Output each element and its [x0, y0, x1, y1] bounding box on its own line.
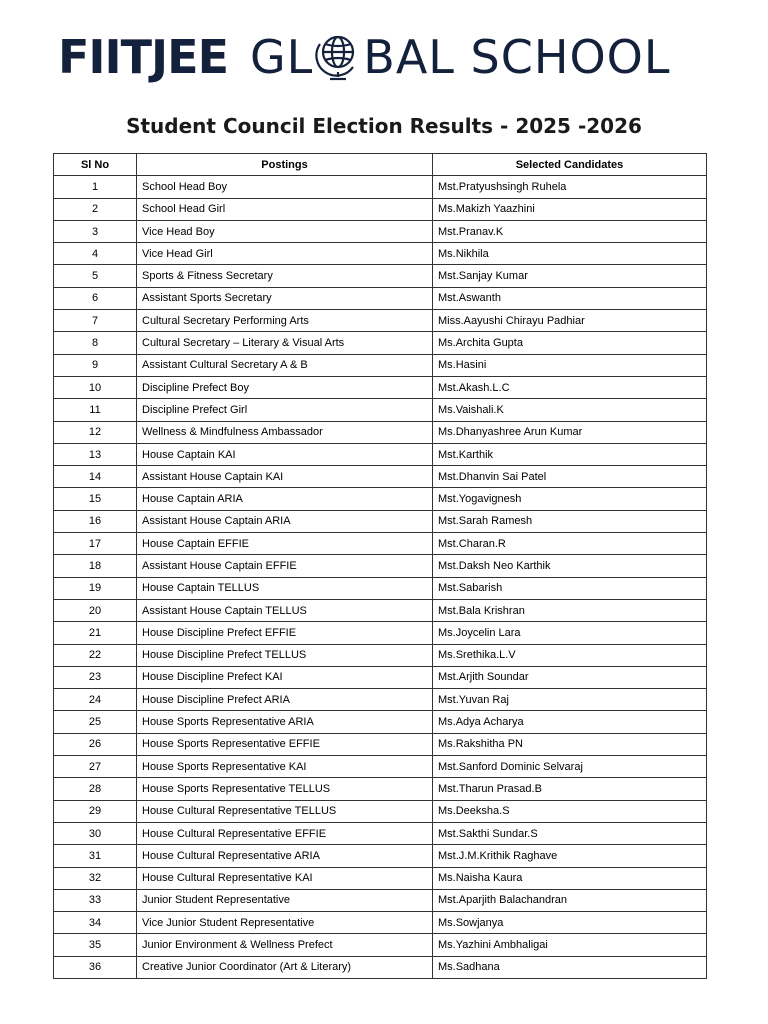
table-row — [54, 533, 707, 555]
sl-no-cell: 10 — [54, 376, 137, 398]
posting-cell: Discipline Prefect Boy — [137, 376, 433, 398]
table-row — [54, 421, 707, 443]
table-row — [54, 332, 707, 354]
posting-cell: House Cultural Representative TELLUS — [137, 800, 433, 822]
posting-cell: House Discipline Prefect KAI — [137, 666, 433, 688]
candidate-cell: Ms.Vaishali.K — [433, 399, 707, 421]
sl-no-cell: 25 — [54, 711, 137, 733]
sl-no-cell: 9 — [54, 354, 137, 376]
candidate-cell: Mst.Sakthi Sundar.S — [433, 822, 707, 844]
table-row — [54, 778, 707, 800]
candidate-cell: Ms.Nikhila — [433, 243, 707, 265]
sl-no-cell: 7 — [54, 310, 137, 332]
sl-no-cell: 12 — [54, 421, 137, 443]
candidate-cell: Ms.Joycelin Lara — [433, 622, 707, 644]
table-row — [54, 399, 707, 421]
candidate-cell: Mst.Sarah Ramesh — [433, 510, 707, 532]
posting-cell: Assistant House Captain ARIA — [137, 510, 433, 532]
posting-cell: Cultural Secretary Performing Arts — [137, 310, 433, 332]
posting-cell: Vice Junior Student Representative — [137, 912, 433, 934]
sl-no-cell: 30 — [54, 822, 137, 844]
header-postings: Postings — [137, 154, 433, 176]
table-row — [54, 577, 707, 599]
posting-cell: House Cultural Representative ARIA — [137, 845, 433, 867]
table-row — [54, 934, 707, 956]
school-logo — [58, 28, 671, 86]
posting-cell: House Captain ARIA — [137, 488, 433, 510]
sl-no-cell: 35 — [54, 934, 137, 956]
sl-no-cell: 31 — [54, 845, 137, 867]
sl-no-cell: 17 — [54, 533, 137, 555]
posting-cell: House Captain TELLUS — [137, 577, 433, 599]
candidate-cell: Mst.Pranav.K — [433, 220, 707, 242]
table-row — [54, 666, 707, 688]
candidate-cell: Mst.Dhanvin Sai Patel — [433, 466, 707, 488]
candidate-cell: Mst.Sanjay Kumar — [433, 265, 707, 287]
brand-text-part-2: BAL SCHOOL — [363, 30, 671, 84]
table-row — [54, 711, 707, 733]
results-table — [53, 153, 707, 979]
sl-no-cell: 20 — [54, 599, 137, 621]
sl-no-cell: 26 — [54, 733, 137, 755]
posting-cell: Assistant House Captain KAI — [137, 466, 433, 488]
table-row — [54, 220, 707, 242]
sl-no-cell: 4 — [54, 243, 137, 265]
posting-cell: Vice Head Boy — [137, 220, 433, 242]
table-row — [54, 466, 707, 488]
candidate-cell: Ms.Rakshitha PN — [433, 733, 707, 755]
candidate-cell: Mst.Karthik — [433, 443, 707, 465]
candidate-cell: Miss.Aayushi Chirayu Padhiar — [433, 310, 707, 332]
candidate-cell: Mst.Akash.L.C — [433, 376, 707, 398]
table-row — [54, 599, 707, 621]
candidate-cell: Ms.Srethika.L.V — [433, 644, 707, 666]
sl-no-cell: 3 — [54, 220, 137, 242]
sl-no-cell: 21 — [54, 622, 137, 644]
sl-no-cell: 24 — [54, 689, 137, 711]
table-row — [54, 733, 707, 755]
posting-cell: Cultural Secretary – Literary & Visual Arts — [137, 332, 433, 354]
table-row — [54, 756, 707, 778]
table-row — [54, 176, 707, 198]
posting-cell: Junior Environment & Wellness Prefect — [137, 934, 433, 956]
sl-no-cell: 6 — [54, 287, 137, 309]
candidate-cell: Ms.Archita Gupta — [433, 332, 707, 354]
sl-no-cell: 8 — [54, 332, 137, 354]
candidate-cell: Ms.Makizh Yaazhini — [433, 198, 707, 220]
posting-cell: House Sports Representative EFFIE — [137, 733, 433, 755]
candidate-cell: Mst.Sabarish — [433, 577, 707, 599]
posting-cell: Assistant Cultural Secretary A & B — [137, 354, 433, 376]
sl-no-cell: 2 — [54, 198, 137, 220]
candidate-cell: Ms.Sadhana — [433, 956, 707, 978]
posting-cell: Wellness & Mindfulness Ambassador — [137, 421, 433, 443]
candidate-cell: Mst.Sanford Dominic Selvaraj — [433, 756, 707, 778]
candidate-cell: Mst.Daksh Neo Karthik — [433, 555, 707, 577]
posting-cell: House Captain EFFIE — [137, 533, 433, 555]
header-sl-no: Sl No — [54, 154, 137, 176]
document-title: Student Council Election Results - 2025 -2026 — [126, 114, 642, 138]
sl-no-cell: 18 — [54, 555, 137, 577]
globe-icon — [315, 30, 361, 84]
posting-cell: House Discipline Prefect EFFIE — [137, 622, 433, 644]
sl-no-cell: 15 — [54, 488, 137, 510]
posting-cell: House Captain KAI — [137, 443, 433, 465]
candidate-cell: Ms.Hasini — [433, 354, 707, 376]
table-row — [54, 310, 707, 332]
header-selected-candidates: Selected Candidates — [433, 154, 707, 176]
table-row — [54, 622, 707, 644]
table-row — [54, 867, 707, 889]
table-row — [54, 265, 707, 287]
candidate-cell: Mst.Yuvan Raj — [433, 689, 707, 711]
sl-no-cell: 5 — [54, 265, 137, 287]
table-row — [54, 889, 707, 911]
sl-no-cell: 19 — [54, 577, 137, 599]
candidate-cell: Ms.Dhanyashree Arun Kumar — [433, 421, 707, 443]
brand-name-light — [250, 30, 671, 84]
candidate-cell: Mst.Yogavignesh — [433, 488, 707, 510]
table-row — [54, 912, 707, 934]
candidate-cell: Ms.Adya Acharya — [433, 711, 707, 733]
sl-no-cell: 33 — [54, 889, 137, 911]
table-row — [54, 243, 707, 265]
posting-cell: Assistant House Captain EFFIE — [137, 555, 433, 577]
candidate-cell: Mst.J.M.Krithik Raghave — [433, 845, 707, 867]
candidate-cell: Ms.Sowjanya — [433, 912, 707, 934]
table-row — [54, 354, 707, 376]
posting-cell: House Discipline Prefect TELLUS — [137, 644, 433, 666]
candidate-cell: Ms.Naisha Kaura — [433, 867, 707, 889]
posting-cell: House Discipline Prefect ARIA — [137, 689, 433, 711]
table-row — [54, 443, 707, 465]
table-row — [54, 689, 707, 711]
table-header-row — [54, 154, 707, 176]
posting-cell: Vice Head Girl — [137, 243, 433, 265]
posting-cell: School Head Girl — [137, 198, 433, 220]
table-row — [54, 376, 707, 398]
table-row — [54, 555, 707, 577]
sl-no-cell: 27 — [54, 756, 137, 778]
candidate-cell: Mst.Charan.R — [433, 533, 707, 555]
sl-no-cell: 1 — [54, 176, 137, 198]
table-row — [54, 488, 707, 510]
candidate-cell: Mst.Tharun Prasad.B — [433, 778, 707, 800]
brand-text-part-1: GL — [250, 30, 314, 84]
candidate-cell: Mst.Aswanth — [433, 287, 707, 309]
brand-name-bold: FIITJEE — [58, 30, 228, 84]
posting-cell: House Sports Representative TELLUS — [137, 778, 433, 800]
sl-no-cell: 36 — [54, 956, 137, 978]
candidate-cell: Mst.Bala Krishran — [433, 599, 707, 621]
posting-cell: Sports & Fitness Secretary — [137, 265, 433, 287]
sl-no-cell: 28 — [54, 778, 137, 800]
sl-no-cell: 14 — [54, 466, 137, 488]
posting-cell: Assistant Sports Secretary — [137, 287, 433, 309]
table-row — [54, 956, 707, 978]
sl-no-cell: 11 — [54, 399, 137, 421]
posting-cell: Assistant House Captain TELLUS — [137, 599, 433, 621]
sl-no-cell: 22 — [54, 644, 137, 666]
table-row — [54, 644, 707, 666]
sl-no-cell: 13 — [54, 443, 137, 465]
table-row — [54, 510, 707, 532]
posting-cell: Discipline Prefect Girl — [137, 399, 433, 421]
table-row — [54, 800, 707, 822]
posting-cell: School Head Boy — [137, 176, 433, 198]
posting-cell: House Sports Representative ARIA — [137, 711, 433, 733]
sl-no-cell: 32 — [54, 867, 137, 889]
posting-cell: Creative Junior Coordinator (Art & Literary) — [137, 956, 433, 978]
candidate-cell: Ms.Deeksha.S — [433, 800, 707, 822]
sl-no-cell: 16 — [54, 510, 137, 532]
sl-no-cell: 34 — [54, 912, 137, 934]
table-row — [54, 198, 707, 220]
candidate-cell: Ms.Yazhini Ambhaligai — [433, 934, 707, 956]
sl-no-cell: 23 — [54, 666, 137, 688]
table-row — [54, 822, 707, 844]
table-row — [54, 287, 707, 309]
posting-cell: House Sports Representative KAI — [137, 756, 433, 778]
candidate-cell: Mst.Arjith Soundar — [433, 666, 707, 688]
posting-cell: Junior Student Representative — [137, 889, 433, 911]
sl-no-cell: 29 — [54, 800, 137, 822]
candidate-cell: Mst.Aparjith Balachandran — [433, 889, 707, 911]
candidate-cell: Mst.Pratyushsingh Ruhela — [433, 176, 707, 198]
posting-cell: House Cultural Representative KAI — [137, 867, 433, 889]
table-row — [54, 845, 707, 867]
posting-cell: House Cultural Representative EFFIE — [137, 822, 433, 844]
